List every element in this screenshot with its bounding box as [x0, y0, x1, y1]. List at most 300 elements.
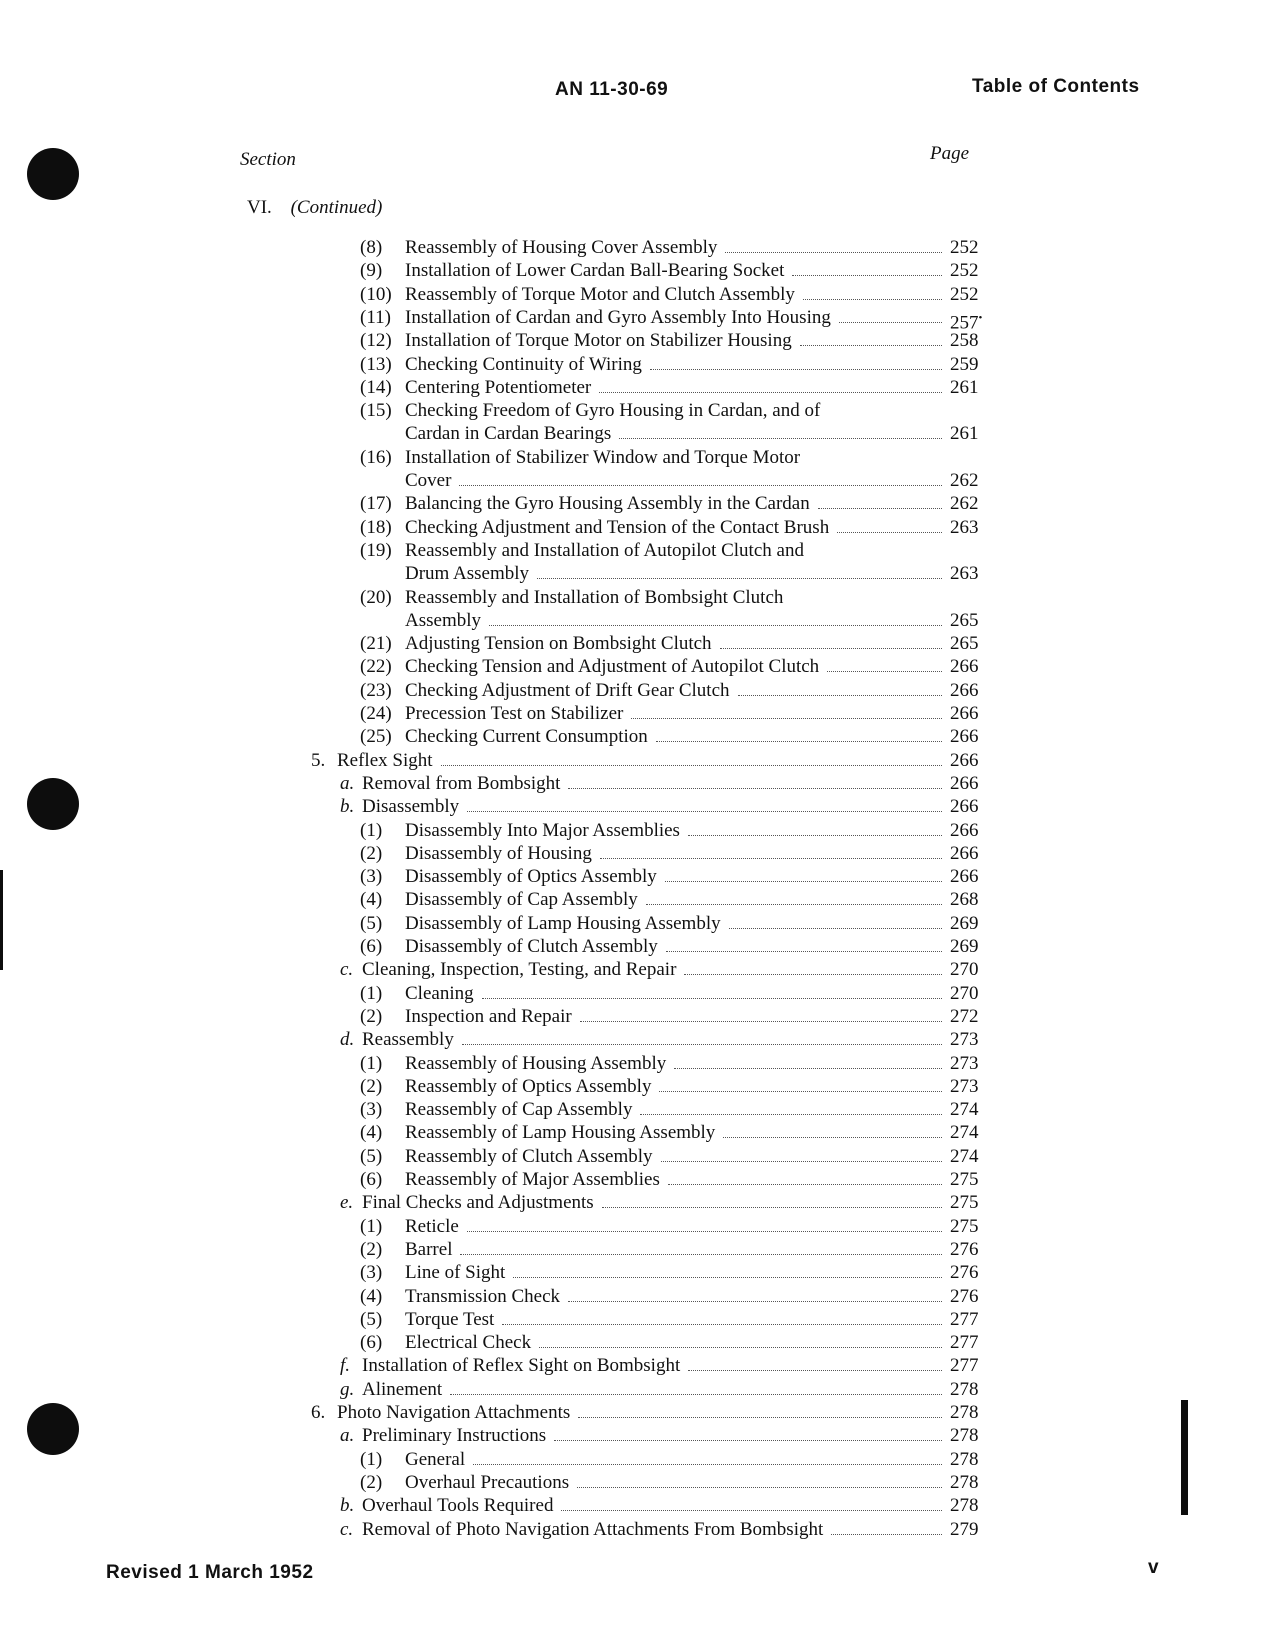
toc-entry-page-number: 275 [950, 1169, 979, 1190]
toc-entry [0, 680, 1272, 703]
toc-entry-page [950, 1262, 992, 1284]
section-column-label: Section [240, 149, 296, 170]
toc-entry-title: Cleaning [405, 982, 474, 1004]
toc-entry-label: (2) [360, 1075, 383, 1097]
toc-entry-label: d. [340, 1029, 355, 1051]
toc-entry-label: (3) [360, 866, 383, 888]
toc-entry-title: Balancing the Gyro Housing Assembly in the Cardan [405, 493, 810, 515]
dot-leader [502, 1324, 942, 1325]
toc-entry-title: Removal of Photo Navigation Attachments From Bombsight [362, 1518, 824, 1540]
toc-entry [0, 866, 1272, 889]
toc-entry-title: Installation of Lower Cardan Ball-Bearing Socket [405, 260, 785, 282]
dot-leader [602, 1207, 942, 1208]
toc-entry-title: Transmission Check [405, 1285, 561, 1307]
toc-entry-page-number: 277 [950, 1308, 979, 1330]
toc-entry-title: Adjusting Tension on Bombsight Clutch [405, 633, 712, 655]
toc-entry-title: Disassembly of Clutch Assembly [405, 936, 658, 957]
toc-entry-label: (5) [360, 912, 383, 934]
toc-entry-title-continued: Cardan in Cardan Bearings [405, 423, 612, 445]
toc-entry-page-number: 265 [950, 633, 979, 655]
toc-entry-page [950, 1216, 992, 1238]
toc-entry-title: Removal from Bombsight [362, 772, 561, 794]
toc-entry-page [950, 1029, 992, 1051]
toc-entry-title: Reassembly and Installation of Autopilot Clutch and [405, 539, 804, 561]
toc-entry-label: (5) [360, 1308, 383, 1330]
toc-entry-title: Disassembly [362, 796, 460, 818]
toc-entry-title: Final Checks and Adjustments [362, 1192, 594, 1214]
toc-entry-label: (20) [360, 586, 392, 608]
toc-entry-title: Checking Current Consumption [405, 726, 648, 748]
dot-leader [650, 369, 942, 370]
page-section-title: Table of Contents [972, 76, 1140, 97]
toc-entry-mark: • [978, 311, 983, 324]
toc-entry-page-number: 252 [950, 237, 979, 258]
toc-entry-label: 5. [311, 749, 326, 771]
toc-entry-label: (12) [360, 330, 392, 352]
toc-entry-label: (11) [360, 306, 391, 328]
toc-entry-page-number: 274 [950, 1145, 979, 1167]
toc-entry-page-number: 272 [950, 1005, 979, 1027]
toc-entry [0, 1053, 1272, 1076]
dot-leader [725, 252, 942, 253]
toc-entry-title: Electrical Check [405, 1332, 532, 1354]
toc-entry-page-number: 278 [950, 1378, 979, 1400]
toc-entry [0, 983, 1272, 1006]
toc-entry-title: Disassembly Into Major Assemblies [405, 819, 680, 841]
toc-entry [0, 1239, 1272, 1262]
dot-leader [839, 322, 942, 323]
toc-entry-page [950, 1332, 992, 1354]
toc-entry [0, 306, 1272, 334]
toc-entry [0, 1332, 1272, 1355]
dot-leader [837, 532, 942, 533]
toc-entry-page [950, 936, 992, 958]
toc-entry-page-number: 277 [950, 1355, 979, 1377]
toc-entry-page [950, 1239, 992, 1261]
toc-entry-title: Reassembly of Torque Motor and Clutch Assembly [405, 283, 795, 305]
toc-entry-label: (22) [360, 656, 392, 678]
toc-entry-title: Installation of Torque Motor on Stabilizer Housing [405, 330, 792, 352]
toc-entry [0, 354, 1272, 377]
toc-entry-label: (18) [360, 516, 392, 538]
toc-entry-page [950, 796, 992, 818]
toc-entry-page-number: 270 [950, 959, 979, 981]
toc-entry-page-number: 278 [950, 1402, 979, 1423]
toc-entry-page-number: 279 [950, 1518, 979, 1540]
toc-entry-title: Alinement [362, 1378, 443, 1400]
toc-entry-title: Reassembly of Optics Assembly [405, 1075, 652, 1097]
toc-entry-page-number: 262 [950, 469, 979, 491]
toc-entry-page [950, 237, 992, 259]
toc-entry-page [950, 423, 992, 445]
toc-entry-title: Checking Continuity of Wiring [405, 353, 642, 375]
toc-entry-label: f. [340, 1355, 351, 1377]
toc-entry-page [950, 773, 992, 795]
page-column-label: Page [930, 143, 970, 164]
toc-entry [0, 1379, 1272, 1402]
dot-leader [600, 858, 942, 859]
toc-entry-title: Disassembly of Lamp Housing Assembly [405, 912, 721, 934]
dot-leader [599, 392, 942, 393]
dot-leader [818, 508, 942, 509]
dot-leader [688, 1370, 942, 1371]
toc-entry-title: Checking Adjustment and Tension of the Contact Brush [405, 516, 830, 538]
toc-entry-label: (24) [360, 703, 392, 724]
toc-entry-label: (10) [360, 283, 392, 305]
section-numeral: VI. [247, 197, 272, 218]
toc-entry-page-number: 274 [950, 1099, 979, 1121]
dot-leader [450, 1394, 942, 1395]
toc-entry [0, 1425, 1272, 1448]
toc-entry-page [950, 1449, 992, 1471]
toc-entry-page [950, 470, 992, 492]
toc-entry [0, 237, 1272, 260]
toc-entry-page [950, 354, 992, 376]
dot-leader [467, 811, 942, 812]
toc-entry-title: Checking Freedom of Gyro Housing in Cardan, and of [405, 400, 821, 422]
toc-entry-page [950, 260, 992, 282]
toc-entry-page-number: 261 [950, 376, 979, 398]
toc-entry-title: Checking Adjustment of Drift Gear Clutch [405, 679, 730, 701]
toc-entry-label: (9) [360, 260, 383, 282]
toc-entry-label: (1) [360, 1448, 383, 1470]
toc-entry-page [950, 284, 992, 306]
toc-entry-page-number: 278 [950, 1471, 979, 1493]
toc-entry-page [950, 1355, 992, 1377]
toc-entry-page [950, 703, 992, 725]
toc-entry-page-number: 266 [950, 866, 979, 888]
toc-entry [0, 400, 1272, 447]
toc-entry [0, 703, 1272, 726]
toc-entry-page [950, 1076, 992, 1098]
toc-entry-label: a. [340, 1425, 355, 1447]
dot-leader [827, 671, 942, 672]
toc-entry [0, 447, 1272, 494]
dot-leader [539, 1347, 942, 1348]
toc-entry-page-number: 262 [950, 493, 979, 515]
toc-entry-title: Installation of Stabilizer Window and Torque Motor [405, 446, 801, 468]
dot-leader [640, 1114, 942, 1115]
dot-leader [688, 835, 942, 836]
toc-entry-title: Precession Test on Stabilizer [405, 703, 624, 724]
toc-entry-label: (25) [360, 726, 392, 748]
toc-entry-page [950, 633, 992, 655]
dot-leader [665, 881, 942, 882]
toc-entry-page [950, 610, 992, 632]
toc-entry-title-continued: Assembly [405, 609, 481, 631]
toc-entry [0, 843, 1272, 866]
toc-entry-page-number: 266 [950, 842, 979, 864]
section-heading [247, 197, 382, 219]
dot-leader [537, 578, 942, 579]
dot-leader [554, 1440, 942, 1441]
toc-entry-label: (19) [360, 539, 392, 561]
toc-entry-label: (21) [360, 633, 392, 655]
toc-entry-label: (2) [360, 1238, 383, 1260]
toc-entry [0, 1192, 1272, 1215]
toc-entry-page-number: 278 [950, 1425, 979, 1447]
toc-entry-page-number: 277 [950, 1332, 979, 1354]
toc-entry [0, 773, 1272, 796]
dot-leader [631, 718, 942, 719]
toc-entry-page [950, 1495, 992, 1517]
dot-leader [668, 1184, 942, 1185]
toc-entry [0, 1076, 1272, 1099]
toc-entry [0, 750, 1272, 773]
toc-entry-page [950, 866, 992, 888]
toc-entry [0, 959, 1272, 982]
toc-entry-title: Torque Test [405, 1308, 495, 1330]
toc-entry-page [950, 889, 992, 911]
dot-leader [803, 299, 942, 300]
toc-entry-page [950, 680, 992, 702]
toc-entry [0, 517, 1272, 540]
dot-leader [473, 1464, 942, 1465]
toc-entry-label: e. [340, 1192, 354, 1214]
toc-entry [0, 656, 1272, 679]
toc-entry-title: Line of Sight [405, 1262, 506, 1284]
toc-entry-page-number: 266 [950, 796, 979, 818]
toc-entry-page-number: 275 [950, 1192, 979, 1214]
dot-leader [800, 345, 942, 346]
toc-entry-page-number: 266 [950, 656, 979, 678]
toc-entry-label: (14) [360, 376, 392, 398]
toc-entry-page [950, 517, 992, 539]
toc-entry-page-number: 257 [950, 312, 979, 334]
toc-entry-title: Checking Tension and Adjustment of Autopilot Clutch [405, 656, 820, 678]
toc-entry [0, 1169, 1272, 1192]
toc-entry-title: Overhaul Tools Required [362, 1495, 554, 1517]
toc-entry [0, 913, 1272, 936]
binder-hole-top [27, 148, 79, 200]
toc-entry-title: Centering Potentiometer [405, 376, 592, 398]
toc-entry-page-number: 266 [950, 772, 979, 794]
toc-entry-title: Reassembly [362, 1029, 454, 1051]
toc-entry [0, 377, 1272, 400]
toc-entry-page-number: 266 [950, 726, 979, 748]
toc-entry-title: Reassembly and Installation of Bombsight Clutch [405, 586, 784, 608]
toc-entry-label: (5) [360, 1145, 383, 1167]
dot-leader [720, 648, 942, 649]
dot-leader [561, 1510, 942, 1511]
toc-entry-page-number: 276 [950, 1262, 979, 1284]
dot-leader [568, 788, 942, 789]
toc-entry-page [950, 1402, 992, 1424]
dot-leader [459, 485, 942, 486]
toc-entry-page-number: 266 [950, 819, 979, 841]
toc-entry [0, 1309, 1272, 1332]
toc-entry [0, 1355, 1272, 1378]
toc-entry-page [950, 1146, 992, 1168]
toc-entry-label: (3) [360, 1099, 383, 1121]
toc-entry [0, 1146, 1272, 1169]
toc-entry [0, 1402, 1272, 1425]
dot-leader [831, 1534, 942, 1535]
toc-entry-page-number: 265 [950, 609, 979, 631]
toc-entry [0, 936, 1272, 959]
page-number: v [1148, 1557, 1160, 1578]
toc-entry-label: (2) [360, 842, 383, 864]
toc-entry-page [950, 843, 992, 865]
toc-entry-title: Disassembly of Cap Assembly [405, 889, 638, 911]
toc-entry-page [950, 750, 992, 772]
toc-entry-label: b. [340, 796, 355, 818]
toc-entry [0, 540, 1272, 587]
toc-entry-label: c. [340, 1518, 354, 1540]
toc-entry-label: (6) [360, 1332, 383, 1354]
dot-leader [738, 695, 942, 696]
toc-entry-page [950, 656, 992, 678]
toc-entry-label: c. [340, 959, 354, 981]
revision-date: Revised 1 March 1952 [106, 1562, 314, 1583]
toc-entry-page-number: 252 [950, 283, 979, 305]
toc-entry [0, 820, 1272, 843]
toc-entry-page [950, 1472, 992, 1494]
toc-entry-label: (1) [360, 1052, 383, 1074]
toc-entry-page [950, 1379, 992, 1401]
toc-entry-label: (17) [360, 493, 392, 515]
toc-entry-title: Cleaning, Inspection, Testing, and Repair [362, 959, 677, 981]
toc-entry-page-number: 252 [950, 260, 979, 282]
dot-leader [441, 765, 942, 766]
toc-entry-page [950, 959, 992, 981]
toc-entry [0, 726, 1272, 749]
toc-entry-page [950, 913, 992, 935]
toc-entry-title: Reassembly of Housing Cover Assembly [405, 237, 718, 258]
toc-entry-title: Disassembly of Optics Assembly [405, 866, 657, 888]
toc-entry-label: (8) [360, 237, 383, 258]
toc-entry-page-number: 263 [950, 563, 979, 585]
toc-entry-page-number: 278 [950, 1495, 979, 1517]
dot-leader [489, 625, 942, 626]
toc-entry-label: (4) [360, 889, 383, 911]
toc-entry-page-number: 273 [950, 1029, 979, 1051]
toc-entry-title: Overhaul Precautions [405, 1471, 570, 1493]
toc-entry-title: Reassembly of Major Assemblies [405, 1169, 660, 1190]
doc-number: AN 11-30-69 [555, 79, 669, 100]
toc-entry-page-number: 269 [950, 936, 979, 957]
toc-entry-label: (2) [360, 1005, 383, 1027]
toc-entry-title-continued: Drum Assembly [405, 563, 530, 585]
toc-entry-label: (1) [360, 1215, 383, 1237]
dot-leader [462, 1044, 942, 1045]
toc-entry-title-continued: Cover [405, 469, 452, 491]
toc-entry [0, 1519, 1272, 1542]
toc-entry-title: Inspection and Repair [405, 1005, 572, 1027]
dot-leader [729, 928, 942, 929]
toc-entry-page-number: 268 [950, 889, 979, 911]
toc-entry-label: 6. [311, 1402, 326, 1423]
toc-entry-title: General [405, 1448, 466, 1470]
toc-entry [0, 330, 1272, 353]
toc-entry-page [950, 563, 992, 585]
toc-entry-title: Photo Navigation Attachments [337, 1402, 571, 1423]
toc-entry-title: Barrel [405, 1238, 453, 1260]
toc-entry [0, 889, 1272, 912]
toc-entry-page [950, 1169, 992, 1191]
toc-entry-page-number: 276 [950, 1285, 979, 1307]
toc-entry-page-number: 266 [950, 679, 979, 701]
toc-entry-page-number: 270 [950, 982, 979, 1004]
toc-entry [0, 1122, 1272, 1145]
toc-entry-page [950, 1122, 992, 1144]
toc-entry-page-number: 259 [950, 353, 979, 375]
toc-entry-page [950, 1425, 992, 1447]
toc-entry-page-number: 278 [950, 1448, 979, 1470]
toc-entry [0, 1472, 1272, 1495]
toc-entry [0, 260, 1272, 283]
toc-entry-label: a. [340, 772, 355, 794]
dot-leader [577, 1487, 942, 1488]
toc-entry [0, 796, 1272, 819]
dot-leader [467, 1231, 942, 1232]
toc-entry-page-number: 273 [950, 1052, 979, 1074]
toc-entry-page [950, 1099, 992, 1121]
dot-leader [578, 1417, 942, 1418]
toc-entry-label: (1) [360, 982, 383, 1004]
toc-entry-title: Reassembly of Lamp Housing Assembly [405, 1122, 716, 1144]
toc-entry [0, 1495, 1272, 1518]
dot-leader [661, 1161, 942, 1162]
toc-entry-page-number: 266 [950, 749, 979, 771]
toc-entry-title: Installation of Reflex Sight on Bombsight [362, 1355, 681, 1377]
toc-entry-page-number: 276 [950, 1238, 979, 1260]
dot-leader [674, 1068, 942, 1069]
dot-leader [723, 1137, 942, 1138]
dot-leader [646, 904, 942, 905]
toc-entry-page [950, 330, 992, 352]
toc-entry-page-number: 275 [950, 1215, 979, 1237]
toc-entry-page [950, 1192, 992, 1214]
toc-entry-label: b. [340, 1495, 355, 1517]
toc-entry [0, 1449, 1272, 1472]
toc-entry-label: (1) [360, 819, 383, 841]
toc-entry-title: Reassembly of Housing Assembly [405, 1052, 667, 1074]
toc-entry-page-number: 274 [950, 1122, 979, 1144]
toc-entry-page-number: 258 [950, 330, 979, 352]
toc-entry-label: (15) [360, 400, 392, 422]
toc-entry [0, 1099, 1272, 1122]
toc-entry-label: (23) [360, 679, 392, 701]
toc-entry-page [950, 820, 992, 842]
toc-entry-label: (3) [360, 1262, 383, 1284]
toc-entry [0, 1216, 1272, 1239]
dot-leader [792, 275, 942, 276]
dot-leader [580, 1021, 942, 1022]
toc-entry [0, 493, 1272, 516]
dot-leader [666, 951, 942, 952]
toc-entry [0, 587, 1272, 634]
toc-entry-page [950, 377, 992, 399]
toc-entry [0, 1006, 1272, 1029]
dot-leader [513, 1277, 942, 1278]
toc-entry-page-number: 266 [950, 703, 979, 724]
toc-entry [0, 1286, 1272, 1309]
dot-leader [684, 974, 942, 975]
toc-entry-page [950, 726, 992, 748]
toc-entry-label: (4) [360, 1122, 383, 1144]
toc-entry [0, 284, 1272, 307]
toc-entry [0, 633, 1272, 656]
toc-entry-title: Disassembly of Housing [405, 842, 592, 864]
toc-entry-page-number: 273 [950, 1075, 979, 1097]
toc-entry-title: Reassembly of Cap Assembly [405, 1099, 633, 1121]
toc-entry-page [950, 1519, 992, 1541]
dot-leader [619, 438, 942, 439]
toc-entry-page-number: 261 [950, 423, 979, 445]
dot-leader [482, 998, 942, 999]
toc-entry-label: (6) [360, 936, 383, 957]
